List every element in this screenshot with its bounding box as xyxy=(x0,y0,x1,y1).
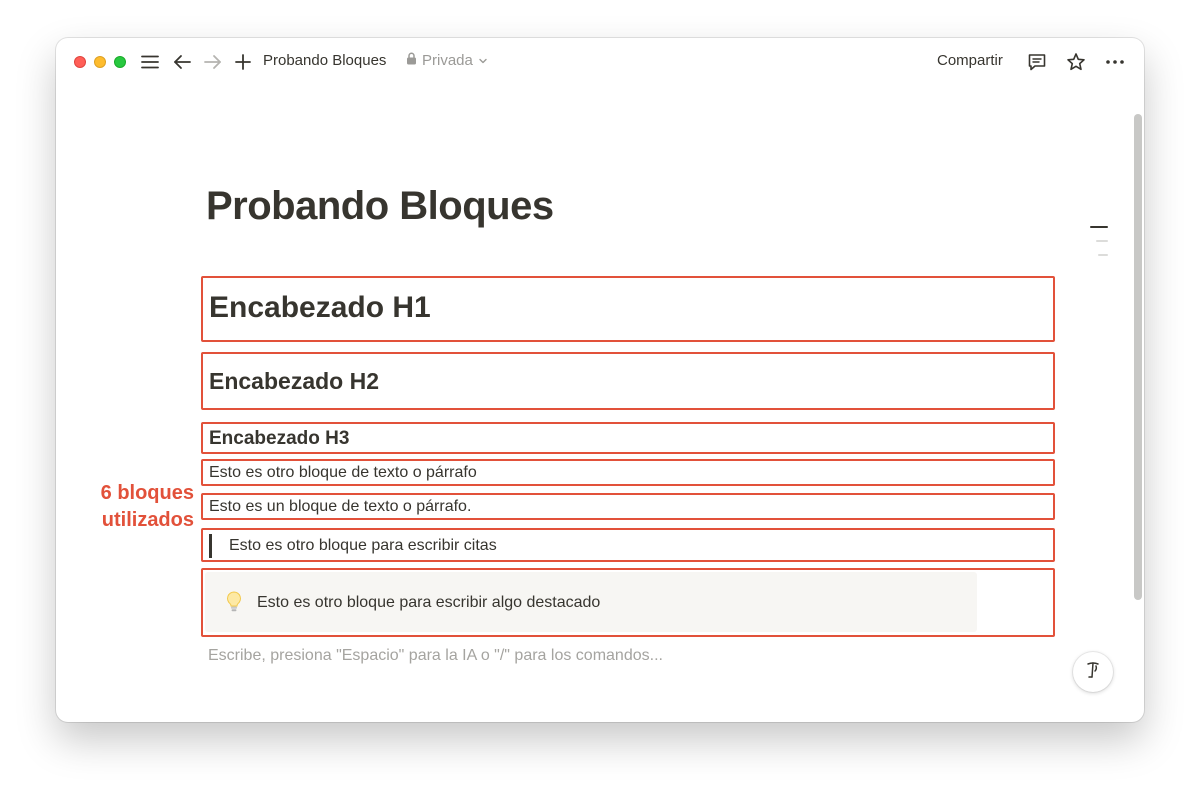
toc-mark-h2[interactable] xyxy=(1096,240,1108,242)
quote-text[interactable]: Esto es otro bloque para escribir citas xyxy=(229,537,497,554)
arrow-left-icon[interactable] xyxy=(170,50,194,74)
scrollbar-thumb[interactable] xyxy=(1134,114,1142,600)
callout-text[interactable]: Esto es otro bloque para escribir algo destacado xyxy=(257,594,601,611)
blocks-annotation xyxy=(88,480,194,534)
help-button[interactable] xyxy=(1073,652,1113,692)
arrow-right-icon[interactable] xyxy=(201,50,225,74)
zoom-window-button[interactable] xyxy=(114,56,126,68)
help-icon xyxy=(1083,660,1103,685)
new-block-placeholder[interactable]: Escribe, presiona "Espacio" para la IA o "/" para los comandos... xyxy=(208,647,663,664)
paragraph-block[interactable] xyxy=(201,493,1055,520)
toc-mark-h3[interactable] xyxy=(1098,254,1108,256)
heading-2-text[interactable]: Encabezado H2 xyxy=(209,368,379,394)
minimize-window-button[interactable] xyxy=(94,56,106,68)
page-title[interactable]: Probando Bloques xyxy=(206,184,554,228)
annotation-line-2: utilizados xyxy=(101,509,194,531)
quote-block[interactable] xyxy=(201,528,1055,562)
comment-icon[interactable] xyxy=(1025,50,1049,74)
annotation-line-1: 6 bloques xyxy=(100,482,194,504)
callout-block[interactable] xyxy=(201,568,1055,637)
heading-3-block[interactable] xyxy=(201,422,1055,454)
privacy-selector[interactable] xyxy=(406,52,488,69)
window-controls xyxy=(74,56,126,68)
star-icon[interactable] xyxy=(1064,50,1088,74)
lock-icon xyxy=(406,52,417,69)
more-horizontal-icon[interactable] xyxy=(1103,50,1127,74)
heading-1-block[interactable] xyxy=(201,276,1055,342)
paragraph-text[interactable]: Esto es un bloque de texto o párrafo. xyxy=(209,498,472,515)
privacy-label: Privada xyxy=(422,52,473,69)
plus-icon[interactable] xyxy=(231,50,255,74)
heading-2-block[interactable] xyxy=(201,352,1055,410)
vertical-scrollbar[interactable] xyxy=(1132,112,1142,602)
paragraph-text[interactable]: Esto es otro bloque de texto o párrafo xyxy=(209,464,477,481)
top-bar xyxy=(56,38,1144,86)
menu-icon[interactable] xyxy=(138,50,162,74)
app-window xyxy=(56,38,1144,722)
table-of-contents-indicator[interactable] xyxy=(1090,226,1108,268)
lightbulb-icon[interactable] xyxy=(225,590,243,614)
share-button[interactable]: Compartir xyxy=(937,52,1003,69)
breadcrumb-page-title[interactable]: Probando Bloques xyxy=(263,52,387,69)
toc-mark-h1[interactable] xyxy=(1090,226,1108,228)
chevron-down-icon xyxy=(478,52,488,69)
paragraph-block[interactable] xyxy=(201,459,1055,486)
quote-bar xyxy=(209,534,212,558)
close-window-button[interactable] xyxy=(74,56,86,68)
heading-1-text[interactable]: Encabezado H1 xyxy=(209,291,431,324)
heading-3-text[interactable]: Encabezado H3 xyxy=(209,428,350,449)
